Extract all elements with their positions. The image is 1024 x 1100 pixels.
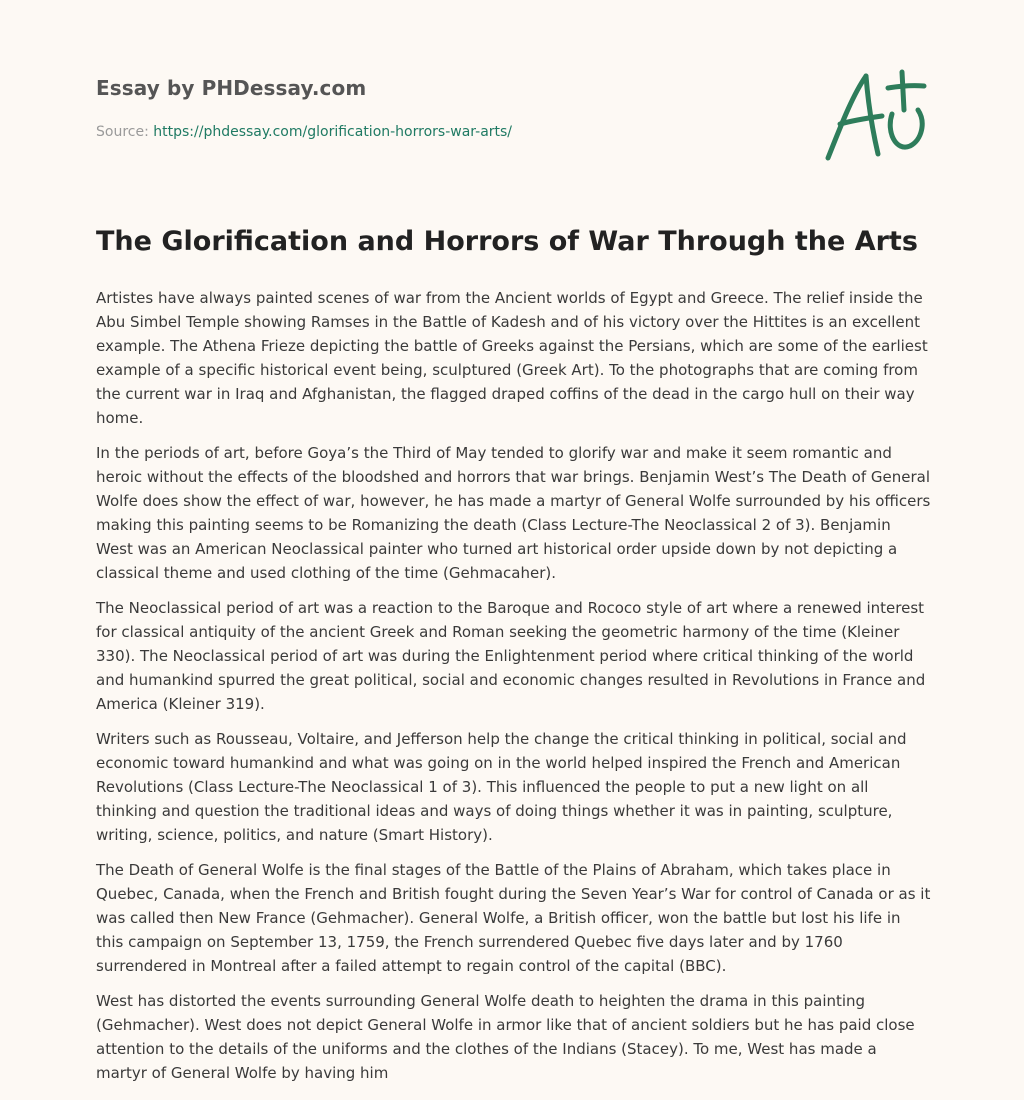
- paragraph: West has distorted the events surrounding General Wolfe death to heighten the drama in this painting (Gehmacher). West does not depict General Wolfe in armor like that of ancient soldiers but he has paid close attention to the details of the uniforms and the clothes of the Indians (Stacey). To me, West has made a martyr of General Wolfe by having him: [96, 992, 915, 1082]
- page-header: [96, 0, 936, 190]
- site-brand: Essay by PHDessay.com: [96, 76, 367, 100]
- source-line: [96, 124, 512, 140]
- source-label: Source:: [96, 124, 149, 140]
- source-link[interactable]: https://phdessay.com/glorification-horrors-war-arts/: [153, 124, 513, 140]
- paragraph: Artistes have always painted scenes of war from the Ancient worlds of Egypt and Greece. The relief inside the Abu Simbel Temple showing Ramses in the Battle of Kadesh and of his victory over the Hittites is an excellent example. The Athena Frieze depicting the battle of Greeks against the Persians, which are some of the earliest example of a specific historical event being, sculptured (Greek Art). To the photographs that are coming from the current war in Iraq and Afghanistan, the flagged draped coffins of the dead in the cargo hull on their way home.: [96, 289, 928, 427]
- essay-title: The Glorification and Horrors of War Through the Arts: [96, 226, 918, 257]
- essay-body: [96, 286, 932, 1096]
- paragraph: The Death of General Wolfe is the final stages of the Battle of the Plains of Abraham, which takes place in Quebec, Canada, when the French and British fought during the Seven Year’s War for control of Canada or as it was called then New France (Gehmacher). General Wolfe, a British officer, won the battle but lost his life in this campaign on September 13, 1759, the French surrendered Quebec five days later and by 1760 surrendered in Montreal after a failed attempt to regain control of the capital (BBC).: [96, 861, 931, 975]
- a-plus-logo-icon: [822, 66, 930, 166]
- paragraph: The Neoclassical period of art was a reaction to the Baroque and Rococo style of art where a renewed interest for classical antiquity of the ancient Greek and Roman seeking the geometric harmony of the time (Kleiner 330). The Neoclassical period of art was during the Enlightenment period where critical thinking of the world and humankind spurred the great political, social and economic changes resulted in Revolutions in France and America (Kleiner 319).: [96, 599, 926, 713]
- paragraph: Writers such as Rousseau, Voltaire, and Jefferson help the change the critical thinking in political, social and economic toward humankind and what was going on in the world helped inspired the French and American Revolutions (Class Lecture-The Neoclassical 1 of 3). This influenced the people to put a new light on all thinking and question the traditional ideas and ways of doing things whether it was in painting, sculpture, writing, science, politics, and nature (Smart History).: [96, 730, 907, 844]
- essay-page: [96, 0, 936, 1082]
- paragraph: In the periods of art, before Goya’s the Third of May tended to glorify war and make it seem romantic and heroic without the effects of the bloodshed and horrors that war brings. Benjamin West’s The Death of General Wolfe does show the effect of war, however, he has made a martyr of General Wolfe surrounded by his officers making this painting seems to be Romanizing the death (Class Lecture-The Neoclassical 2 of 3). Benjamin West was an American Neoclassical painter who turned art historical order upside down by not depicting a classical theme and used clothing of the time (Gehmacaher).: [96, 444, 931, 582]
